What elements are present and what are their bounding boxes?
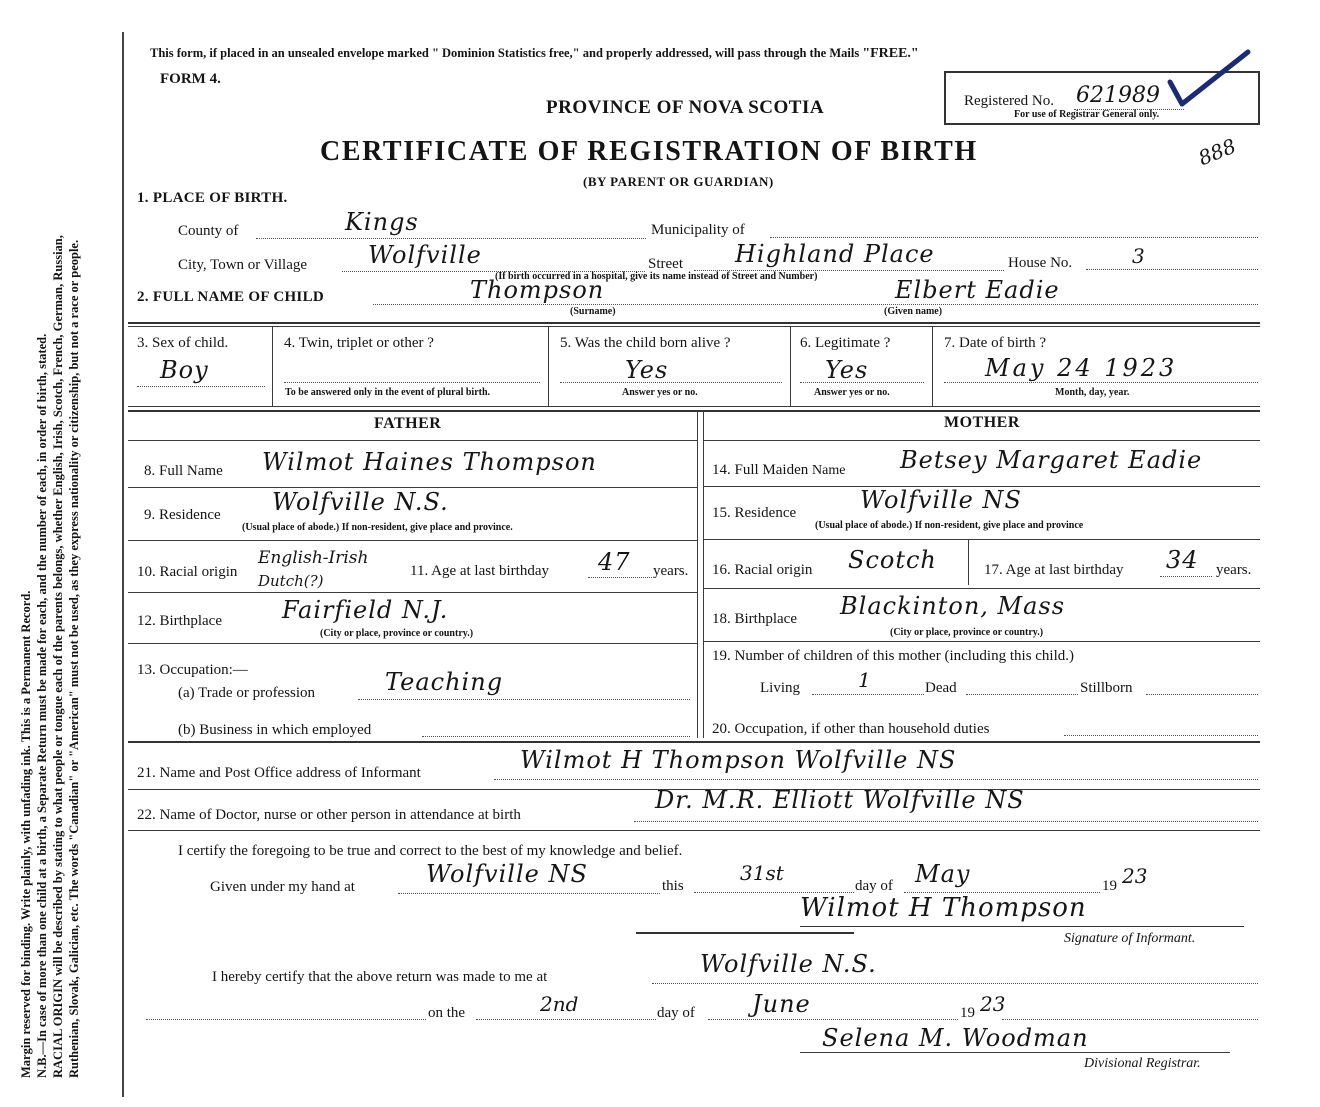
mother-age-value: 34 bbox=[1166, 546, 1199, 574]
legitimate-note: Answer yes or no. bbox=[814, 387, 890, 398]
doctor-value: Dr. M.R. Elliott Wolfville NS bbox=[655, 786, 1025, 814]
father-trade-value: Teaching bbox=[385, 668, 504, 696]
mother-residence-label: 15. Residence bbox=[712, 505, 797, 521]
child-name-label: 2. FULL NAME OF CHILD bbox=[137, 289, 325, 305]
registrar-year-value: 23 bbox=[980, 992, 1006, 1016]
father-occupation-label: 13. Occupation:— bbox=[137, 662, 248, 678]
father-residence-label: 9. Residence bbox=[144, 507, 221, 523]
registered-number-value: 621989 bbox=[1076, 83, 1160, 108]
informant-label: 21. Name and Post Office address of Informant bbox=[137, 765, 421, 781]
alive-label: 5. Was the child born alive ? bbox=[560, 335, 731, 351]
mother-living-value: 1 bbox=[858, 668, 871, 692]
given-under-label: Given under my hand at bbox=[210, 879, 355, 895]
registrar-month-value: June bbox=[752, 990, 811, 1018]
margin-line-4: Ruthenian, Slovak, Galician, etc. The words "Canadian" or "American" must not be used, as they express nationality or citizenship, but not a race or people. bbox=[67, 239, 81, 1078]
binding-margin-notes bbox=[18, 18, 114, 1078]
registrar-onthe-label: on the bbox=[428, 1005, 466, 1021]
mother-children-label: 19. Number of children of this mother (including this child.) bbox=[712, 648, 1075, 664]
mother-name-label-a: 14. Full Maiden bbox=[712, 462, 809, 478]
binding-margin-rule bbox=[122, 32, 124, 1097]
page-subtitle: (BY PARENT OR GUARDIAN) bbox=[583, 174, 774, 189]
mother-racial-origin-value: Scotch bbox=[848, 546, 937, 574]
child-surname-value: Thompson bbox=[470, 276, 605, 304]
hospital-note: (If birth occurred in a hospital, give its name instead of Street and Number) bbox=[495, 271, 818, 282]
county-label: County of bbox=[178, 223, 239, 239]
municipality-label: Municipality of bbox=[651, 222, 745, 238]
mail-notice-free: "FREE." bbox=[862, 46, 919, 61]
city-value: Wolfville bbox=[368, 241, 482, 269]
alive-value: Yes bbox=[625, 356, 669, 384]
mother-birthplace-note: (City or place, province or country.) bbox=[890, 627, 1044, 638]
father-racial-origin-value-2: Dutch(?) bbox=[258, 572, 324, 590]
father-trade-label: (a) Trade or profession bbox=[178, 685, 316, 701]
house-number-value: 3 bbox=[1132, 244, 1145, 268]
mother-dead-label: Dead bbox=[925, 680, 957, 696]
father-residence-note: (Usual place of abode.) If non-resident, give place and province. bbox=[242, 522, 513, 533]
margin-line-1: Margin reserved for binding. Write plainly, with unfading ink. This is a Permanent Record. bbox=[19, 590, 33, 1078]
this-label: this bbox=[662, 878, 684, 894]
mother-name-value: Betsey Margaret Eadie bbox=[900, 446, 1203, 474]
date-of-birth-value: May 24 1923 bbox=[985, 354, 1178, 382]
informant-signature: Wilmot H Thompson bbox=[800, 893, 1087, 923]
mother-birthplace-value: Blackinton, Mass bbox=[840, 592, 1066, 620]
father-birthplace-value: Fairfield N.J. bbox=[282, 596, 449, 624]
mother-age-unit: years. bbox=[1216, 562, 1252, 578]
date-of-birth-label: 7. Date of birth ? bbox=[944, 335, 1047, 351]
registered-number-label: Registered No. bbox=[964, 93, 1054, 109]
form-number: FORM 4. bbox=[160, 71, 221, 87]
mother-heading: MOTHER bbox=[944, 414, 1020, 431]
sex-label: 3. Sex of child. bbox=[137, 335, 229, 351]
surname-caption: (Surname) bbox=[570, 306, 616, 317]
father-name-value: Wilmot Haines Thompson bbox=[262, 448, 597, 476]
mail-notice bbox=[150, 46, 919, 62]
mother-racial-origin-label: 16. Racial origin bbox=[712, 562, 813, 578]
margin-line-3: RACIAL ORIGIN will be described by stating to what people or tongue each of the parents belongs, whether English, Irish, Scotch, French, German, Russian, bbox=[51, 235, 65, 1078]
father-heading: FATHER bbox=[374, 415, 442, 432]
alive-note: Answer yes or no. bbox=[622, 387, 698, 398]
registrar-day-value: 2nd bbox=[540, 992, 579, 1016]
check-mark-icon bbox=[1160, 46, 1256, 110]
place-of-birth-label: 1. PLACE OF BIRTH. bbox=[137, 190, 288, 206]
doctor-label: 22. Name of Doctor, nurse or other person in attendance at birth bbox=[137, 807, 521, 823]
father-business-label: (b) Business in which employed bbox=[178, 722, 372, 738]
mother-residence-note: (Usual place of abode.) If non-resident, give place and province bbox=[815, 520, 1084, 531]
cert-dayof-label: day of bbox=[855, 878, 893, 894]
father-birthplace-note: (City or place, province or country.) bbox=[320, 628, 474, 639]
mother-residence-value: Wolfville NS bbox=[860, 486, 1022, 514]
corner-mark: 888 bbox=[1194, 133, 1240, 171]
registrar-signature: Selena M. Woodman bbox=[822, 1024, 1089, 1052]
registrar-place-value: Wolfville N.S. bbox=[700, 950, 877, 978]
cert-year-prefix: 19 bbox=[1102, 878, 1117, 894]
mother-stillborn-label: Stillborn bbox=[1080, 680, 1133, 696]
mother-birthplace-label: 18. Birthplace bbox=[712, 611, 797, 627]
house-number-label: House No. bbox=[1008, 255, 1073, 271]
father-racial-origin-value-1: English-Irish bbox=[258, 548, 369, 568]
father-birthplace-label: 12. Birthplace bbox=[137, 613, 222, 629]
cert-year-value: 23 bbox=[1122, 864, 1148, 888]
margin-line-2: N.B.—In case of more than one child at a birth, a Separate Return must be made for each, and the number of each, in order of birth, stated. bbox=[35, 333, 49, 1078]
sex-value: Boy bbox=[160, 356, 209, 384]
given-place-value: Wolfville NS bbox=[426, 860, 588, 888]
cert-day-value: 31st bbox=[740, 861, 784, 885]
mother-name-label bbox=[712, 462, 845, 479]
date-of-birth-note: Month, day, year. bbox=[1055, 387, 1130, 398]
registrar-statement: I hereby certify that the above return was made to me at bbox=[212, 969, 548, 985]
registrar-year-prefix: 19 bbox=[960, 1005, 975, 1021]
child-given-name-value: Elbert Eadie bbox=[895, 276, 1060, 304]
father-racial-origin-label: 10. Racial origin bbox=[137, 564, 238, 580]
father-age-label: 11. Age at last birthday bbox=[410, 563, 549, 579]
informant-signature-caption: Signature of Informant. bbox=[1064, 931, 1196, 946]
father-residence-value: Wolfville N.S. bbox=[272, 488, 449, 516]
twin-label: 4. Twin, triplet or other ? bbox=[284, 335, 434, 351]
father-age-unit: years. bbox=[653, 563, 689, 579]
mother-name-label-b: Name bbox=[812, 463, 846, 478]
mother-age-label: 17. Age at last birthday bbox=[984, 562, 1124, 578]
registrar-note: For use of Registrar General only. bbox=[1014, 109, 1160, 120]
cert-month-value: May bbox=[915, 860, 971, 888]
county-value: Kings bbox=[345, 208, 419, 236]
mail-notice-text: This form, if placed in an unsealed envelope marked " Dominion Statistics free," and properly addressed, will pass through the Mails bbox=[150, 46, 863, 60]
registrar-dayof-label: day of bbox=[657, 1005, 695, 1021]
legitimate-label: 6. Legitimate ? bbox=[800, 335, 891, 351]
father-name-label: 8. Full Name bbox=[144, 463, 223, 479]
registrar-signature-caption: Divisional Registrar. bbox=[1084, 1056, 1201, 1071]
father-age-value: 47 bbox=[598, 548, 631, 576]
twin-note: To be answered only in the event of plural birth. bbox=[285, 387, 491, 398]
informant-value: Wilmot H Thompson Wolfville NS bbox=[520, 746, 957, 774]
mother-living-label: Living bbox=[760, 680, 800, 696]
page-title: CERTIFICATE OF REGISTRATION OF BIRTH bbox=[320, 136, 978, 167]
city-label: City, Town or Village bbox=[178, 257, 308, 273]
mother-occupation-label: 20. Occupation, if other than household duties bbox=[712, 721, 990, 737]
given-name-caption: (Given name) bbox=[884, 306, 943, 317]
legitimate-value: Yes bbox=[825, 356, 869, 384]
street-value: Highland Place bbox=[735, 240, 935, 268]
certification-statement: I certify the foregoing to be true and correct to the best of my knowledge and belief. bbox=[178, 843, 683, 859]
province-heading: PROVINCE OF NOVA SCOTIA bbox=[546, 97, 825, 118]
street-label: Street bbox=[648, 256, 683, 272]
